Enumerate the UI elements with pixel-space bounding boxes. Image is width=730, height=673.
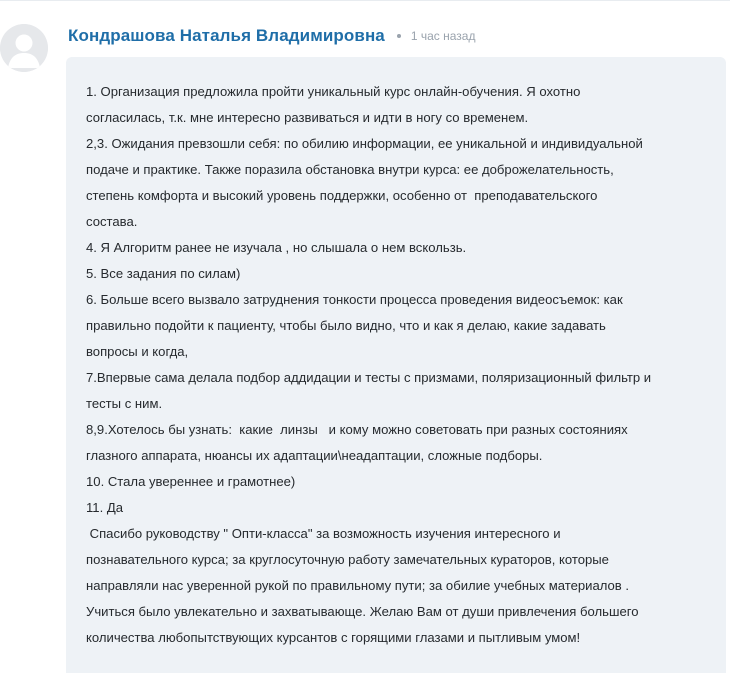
comment-text-line: правильно подойти к пациенту, чтобы было видно, что и как я делаю, какие задавать — [86, 318, 606, 333]
comment-body — [66, 57, 726, 673]
comment-text-line: познавательного курса; за круглосуточную работу замечательных кураторов, которые — [86, 552, 609, 567]
comment-text — [86, 79, 708, 651]
comment-text-line: глазного аппарата, нюансы их адаптации\неадаптации, сложные подборы. — [86, 448, 543, 463]
comment-timestamp: 1 час назад — [410, 29, 476, 43]
comment-text-line: вопросы и когда, — [86, 344, 189, 359]
comment-text-line: состава. — [86, 214, 138, 229]
comment-text-line: 2,3. Ожидания превзошли себя: по обилию информации, ее уникальной и индивидуальной — [86, 136, 643, 151]
comment-text-line: количества любопытствующих курсантов с горящими глазами и пытливым умом! — [86, 630, 581, 645]
comment-text-line: 7.Впервые сама делала подбор аддидации и тесты с призмами, поляризационный фильтр и — [86, 370, 652, 385]
comment-text-line: подаче и практике. Также поразила обстановка внутри курса: ее доброжелательность, — [86, 162, 614, 177]
comment-text-line: Спасибо руководству " Опти-класса" за возможность изучения интересного и — [86, 526, 561, 541]
comment-text-line: согласилась, т.к. мне интересно развиваться и идти в ногу со временем. — [86, 110, 529, 125]
separator-dot — [397, 34, 401, 38]
author-name-link[interactable]: Кондрашова Наталья Владимировна — [68, 26, 385, 45]
comment-text-line: 8,9.Хотелось бы узнать: какие линзы и кому можно советовать при разных состояниях — [86, 422, 628, 437]
comment-text-line: Учиться было увлекательно и захватывающе. Желаю Вам от души привлечения большего — [86, 604, 639, 619]
comment-text-line: степень комфорта и высокий уровень поддержки, особенно от преподавательского — [86, 188, 598, 203]
comment-text-line: тесты с ним. — [86, 396, 163, 411]
comment-text-line: 5. Все задания по силам) — [86, 266, 241, 281]
user-silhouette-icon — [0, 24, 48, 72]
comment-text-line: 10. Стала увереннее и грамотнее) — [86, 474, 296, 489]
comment-header — [68, 24, 476, 48]
comment-text-line: 4. Я Алгоритм ранее не изучала , но слышала о нем вскользь. — [86, 240, 467, 255]
top-divider — [0, 0, 730, 1]
comment-text-line: 11. Да — [86, 500, 124, 515]
comment-text-line: 6. Больше всего вызвало затруднения тонкости процесса проведения видеосъемок: как — [86, 292, 623, 307]
avatar[interactable] — [0, 24, 48, 72]
comment-text-line: направляли нас уверенной рукой по правильному пути; за обилие учебных материалов . — [86, 578, 630, 593]
comment-text-line: 1. Организация предложила пройти уникальный курс онлайн-обучения. Я охотно — [86, 84, 581, 99]
